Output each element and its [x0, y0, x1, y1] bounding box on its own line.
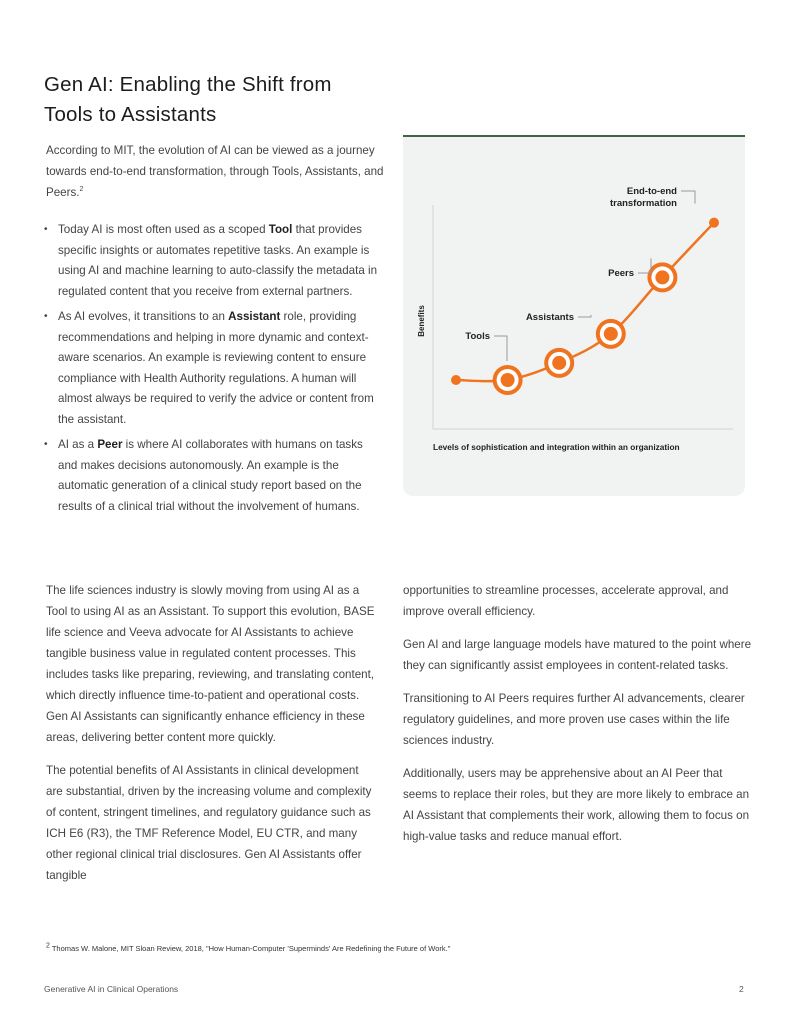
stage-marker-inner	[552, 356, 566, 370]
stage-label: Tools	[465, 331, 490, 342]
benefit-curve	[456, 223, 714, 382]
stage-label: transformation	[609, 198, 677, 209]
stage-label: Peers	[608, 268, 634, 279]
bullet-list	[44, 220, 384, 522]
intro-paragraph	[46, 140, 386, 203]
stage-leader	[578, 315, 591, 317]
paragraph: Additionally, users may be apprehensive about an AI Peer that seems to replace their roles, but they are more likely to embrace an AI Assistant that complements their work, allowing them to focus on high-value tasks and reduce manual effort.	[403, 767, 750, 843]
bullet-text: role, providing recommendations and helping in more dynamic and context-aware scenarios. An example is reviewing content to ensure compliance with Health Authority regulations. A human will almost always be required to verify the advice or content from the assistant.	[58, 310, 374, 426]
bullet-tool	[44, 220, 384, 302]
benefits-chart	[403, 137, 745, 496]
bullet-text: AI as a	[58, 438, 98, 451]
footnote-text: Thomas W. Malone, MIT Sloan Review, 2018, "How Human-Computer 'Superminds' Are Redefining the Future of Work."	[49, 944, 451, 953]
bullet-bold: Tool	[268, 223, 293, 236]
title-line-2: Tools to Assistants	[44, 103, 217, 126]
x-axis-label: Levels of sophistication and integration within an organization	[433, 442, 680, 452]
stage-marker-inner	[604, 327, 618, 341]
curve-end-dot	[709, 218, 719, 228]
paragraph: Gen AI and large language models have matured to the point where they can significantly assist employees in content-related tasks.	[403, 638, 752, 672]
title-line-1: Gen AI: Enabling the Shift from	[44, 73, 332, 96]
footnote	[46, 944, 450, 953]
chart-card	[403, 135, 745, 496]
bullet-bold: Peer	[97, 438, 123, 451]
footer-title: Generative AI in Clinical Operations	[44, 984, 179, 994]
intro-text: According to MIT, the evolution of AI can be viewed as a journey towards end-to-end transformation, through Tools, Assistants, and Peers.	[46, 144, 384, 199]
bullet-assistant	[44, 307, 384, 430]
page-number: 2	[739, 984, 744, 994]
stage-label: Assistants	[525, 312, 574, 323]
bullet-text: Today AI is most often used as a scoped	[58, 223, 269, 236]
footnote-number: 2	[46, 942, 50, 950]
page-title	[44, 70, 404, 130]
paragraph: Transitioning to AI Peers requires further AI advancements, clearer regulatory guidelines, and more proven use cases within the life sciences industry.	[403, 692, 745, 747]
paragraph: The potential benefits of AI Assistants in clinical development are substantial, driven by the increasing volume and complexity of content, stringent timelines, and regulatory guidance such as ICH E6 (R3), the TMF Reference Model, EU CTR, and many other regional clinical trial disclosures. Gen AI Assistants offer tangible	[46, 764, 372, 882]
stage-marker-inner	[655, 270, 669, 284]
paragraph: opportunities to streamline processes, accelerate approval, and improve overall efficiency.	[403, 584, 729, 618]
right-column	[403, 580, 753, 859]
bullet-bold: Assistant	[228, 310, 281, 323]
bullet-text: As AI evolves, it transitions to an	[58, 310, 229, 323]
stage-leader	[681, 191, 695, 204]
bullet-text: is where AI collaborates with humans on tasks and makes decisions autonomously. An example is the automatic generation of a clinical study report based on the results of a clinical trial without the involvement of humans.	[58, 438, 363, 513]
stage-label: End-to-end	[626, 186, 677, 197]
paragraph: The life sciences industry is slowly moving from using AI as a Tool to using AI as an Assistant. To support this evolution, BASE life science and Veeva advocate for AI Assistants to achieve tangible business value in regulated content processes. This includes tasks like preparing, reviewing, and translating content, which directly influence time-to-patient and operational costs. Gen AI Assistants can significantly enhance efficiency in these areas, delivering better content more quickly.	[46, 584, 375, 744]
stage-marker-inner	[501, 373, 515, 387]
left-column	[46, 580, 378, 898]
bullet-peer	[44, 435, 384, 517]
curve-end-dot	[451, 375, 461, 385]
y-axis-label: Benefits	[417, 305, 426, 337]
footnote-ref: 2	[79, 186, 84, 194]
bullet-text: that provides specific insights or automates repetitive tasks. An example is using AI and machine learning to auto-classify the metadata in regulated content that you receive from external partners.	[58, 223, 378, 298]
stage-leader	[494, 336, 507, 361]
